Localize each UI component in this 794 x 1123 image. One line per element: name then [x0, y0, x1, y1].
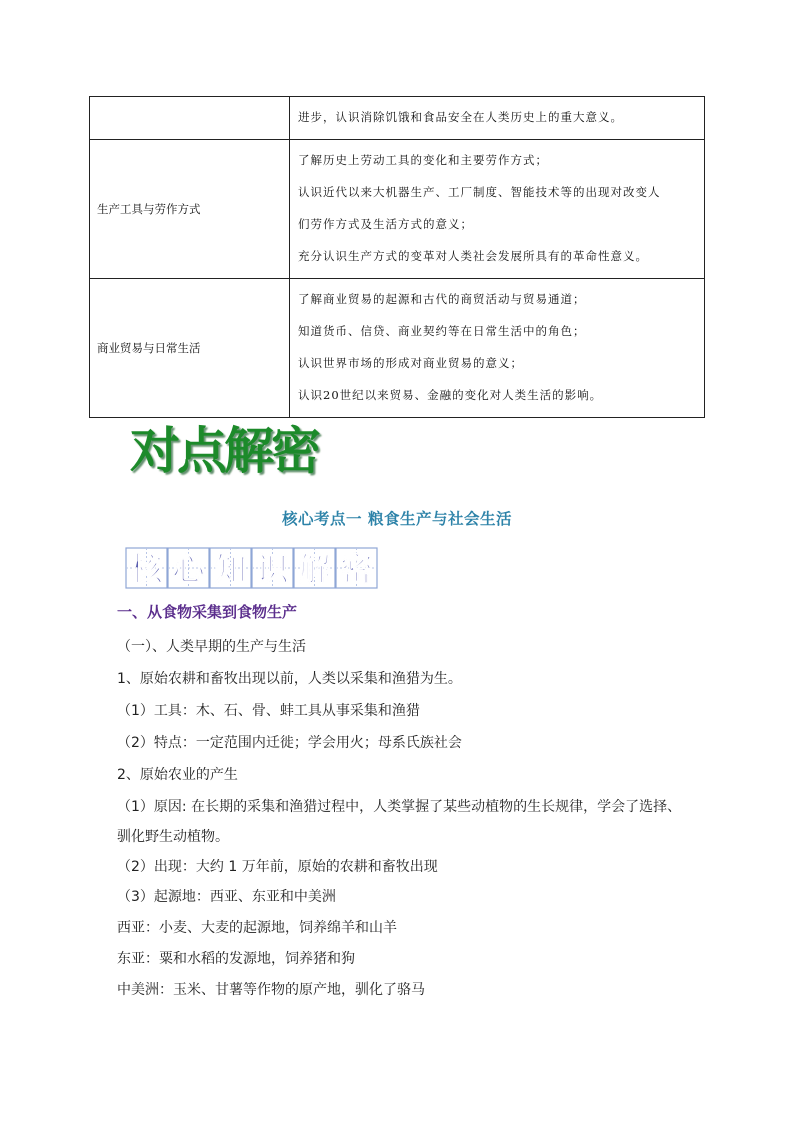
- table-row: [90, 97, 705, 140]
- table-topic-cell: [90, 97, 290, 140]
- detail-line: 们劳作方式及生活方式的意义；: [298, 217, 473, 231]
- body-line: （1）工具：木、石、骨、蚌工具从事采集和渔猎: [117, 703, 420, 719]
- detail-line: 了解历史上劳动工具的变化和主要劳作方式；: [298, 153, 548, 167]
- body-line: （2）特点：一定范围内迁徙；学会用火；母系氏族社会: [117, 735, 462, 751]
- section-heading: 一、从食物采集到食物生产: [117, 603, 298, 621]
- detail-line: 认识近代以来大机器生产、工厂制度、智能技术等的出现对改变人: [298, 185, 661, 199]
- table-detail-cell: [290, 140, 705, 279]
- table-topic-cell: 商业贸易与日常生活: [90, 279, 290, 418]
- detail-line: 充分认识生产方式的变革对人类社会发展所具有的革命性意义。: [298, 249, 648, 263]
- knowledge-char: 知: [214, 550, 247, 588]
- curriculum-table: [89, 96, 705, 418]
- knowledge-char: 心: [172, 550, 205, 588]
- table-row: [90, 140, 705, 279]
- knowledge-char: 密: [340, 550, 373, 588]
- detail-line: 了解商业贸易的起源和古代的商贸活动与贸易通道；: [298, 292, 586, 306]
- detail-line: 知道货币、信贷、商业契约等在日常生活中的角色；: [298, 324, 586, 338]
- table-topic-cell: 生产工具与劳作方式: [90, 140, 290, 279]
- body-line: 驯化野生动植物。: [117, 829, 229, 845]
- body-line: （1）原因: 在长期的采集和渔猎过程中，人类掌握了某些动植物的生长规律，学会了选择、: [117, 799, 682, 815]
- detail-line: 认识世界市场的形成对商业贸易的意义；: [298, 356, 523, 370]
- table-detail-cell: [290, 279, 705, 418]
- core-knowledge-banner: [124, 546, 382, 590]
- detail-line: 进步，认识消除饥饿和食品安全在人类历史上的重大意义。: [298, 110, 623, 124]
- banner-text: 对点解密: [130, 422, 318, 480]
- body-line: （一）、人类早期的生产与生活: [117, 639, 306, 655]
- table-detail-cell: [290, 97, 705, 140]
- body-line: 1、原始农耕和畜牧出现以前，人类以采集和渔猎为生。: [117, 671, 462, 687]
- core-point-title: 核心考点一 粮食生产与社会生活: [282, 510, 512, 528]
- knowledge-char: 识: [256, 550, 289, 588]
- table-row: [90, 279, 705, 418]
- body-line: （3）起源地：西亚、东亚和中美洲: [117, 889, 336, 905]
- detail-line: 认识20世纪以来贸易、金融的变化对人类生活的影响。: [298, 388, 603, 402]
- body-line: 西亚：小麦、大麦的起源地，饲养绵羊和山羊: [117, 920, 397, 936]
- body-line: 中美洲：玉米、甘薯等作物的原产地，驯化了骆马: [117, 982, 425, 998]
- point-decode-banner: [128, 418, 348, 482]
- body-line: 2、原始农业的产生: [117, 767, 238, 783]
- knowledge-char: 解: [298, 550, 331, 588]
- knowledge-char: 核: [130, 550, 163, 588]
- body-line: （2）出现：大约 1 万年前，原始的农耕和畜牧出现: [117, 859, 438, 875]
- body-line: 东亚：粟和水稻的发源地，饲养猪和狗: [117, 951, 355, 967]
